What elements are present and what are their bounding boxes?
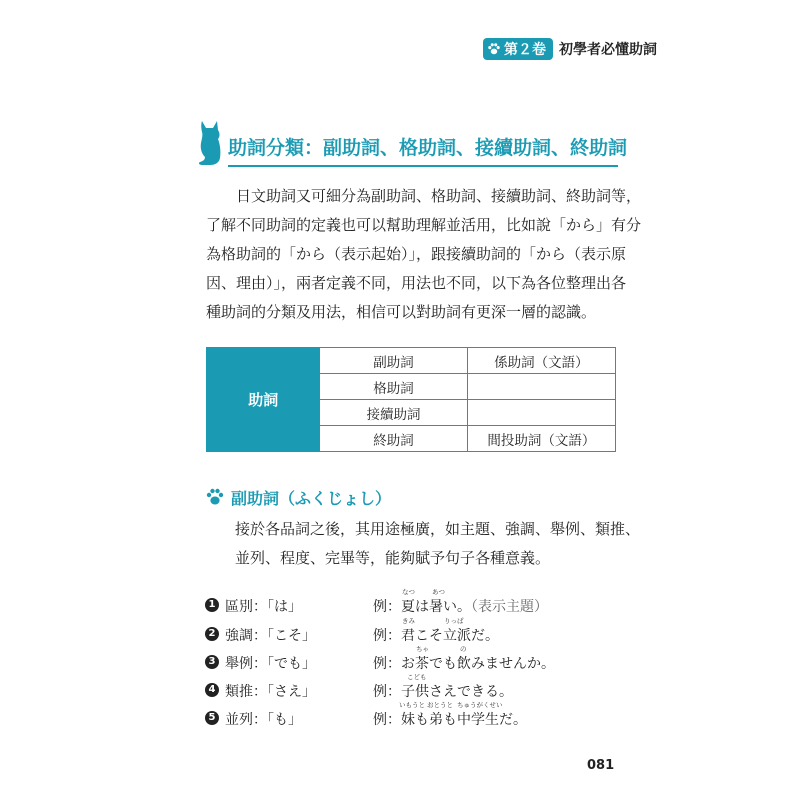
example-number: 3 [205,655,219,669]
table-cell: 格助詞 [320,374,467,400]
ruby-reading: ちゅうがくせい [457,701,503,709]
section-heading [198,117,628,167]
intro-line: 因、理由）」，兩者定義不同，用法也不同，以下為各位整理出各 [206,274,627,292]
example-prefix: 例： [373,712,401,728]
intro-line: 了解不同助詞的定義也可以幫助理解並活用，比如說「から」有分 [206,216,642,234]
table-cell: 終助詞 [320,426,467,452]
example-prefix: 例： [373,684,401,700]
table-cell [467,400,615,426]
subsection-heading [205,486,391,508]
example-prefix: 例： [373,656,401,672]
example-sentence [401,645,555,673]
example-number: 5 [205,711,219,725]
section-title: 助詞分類：副助詞、格助詞、接續助詞、終助詞 [228,137,628,159]
ruby-reading: ちゃ [416,645,429,653]
subsection-line: 並列、程度、完畢等，能夠賦予句子各種意義。 [235,549,551,567]
subsection-line: 接於各品詞之後，其用途極廣，如主題、強調、舉例、類推、 [235,520,641,538]
intro-line: 日文助詞又可細分為副助詞、格助詞、接續助詞、終助詞等， [236,187,642,205]
subsection-title: 副助詞（ふくじょし） [231,488,392,508]
ruby-reading: おとうと [427,701,453,709]
example-label: 類推：「さえ」 [225,684,316,700]
table-header-cell: 助詞 [207,348,320,452]
ruby-reading: きみ [402,617,415,625]
example-label: 舉例：「でも」 [225,656,316,672]
example-sentence-text: 君こそ立派だ。 [401,628,499,644]
example-sentence-text: 妹も弟も中学生だ。 [401,712,527,728]
example-number: 2 [205,627,219,641]
example-prefix: 例： [373,599,401,615]
chapter-badge [483,38,553,60]
example-sentence-text: お茶でも飲みませんか。 [401,656,555,672]
ruby-reading: こども [407,673,427,681]
intro-paragraph [206,182,642,327]
cat-icon [198,117,224,167]
table-cell [467,374,615,400]
example-sentence [401,617,499,645]
example-sentence-text: 夏は暑い。 [401,599,471,615]
ruby-reading: の [460,645,467,653]
chapter-title: 初學者必懂助詞 [559,42,657,58]
intro-line: 為格助詞的「から（表示起始）」，跟接續助詞的「から（表示原 [206,245,627,263]
paw-icon [205,487,225,507]
paw-icon [487,42,501,56]
particle-table [206,347,616,452]
ruby-reading: りっぱ [444,617,464,625]
page-number: 081 [587,758,615,773]
ruby-reading: あつ [432,588,445,596]
chapter-tag [483,38,657,60]
example-label: 區別：「は」 [225,599,302,615]
example-number: 4 [205,683,219,697]
example-sentence [401,673,513,701]
example-prefix: 例： [373,628,401,644]
example-sentence-text: 子供さえできる。 [401,684,513,700]
example-note: （表示主題） [471,599,548,615]
ruby-reading: なつ [402,588,415,596]
table-cell: 係助詞（文語） [467,348,615,374]
ruby-reading: いもうと [399,701,425,709]
section-underline [228,165,618,167]
table-cell: 接續助詞 [320,400,467,426]
subsection-paragraph [235,515,640,573]
chapter-badge-label: 第２卷 [504,42,546,58]
example-sentence [399,701,527,729]
example-label: 並列：「も」 [225,712,302,728]
table-cell: 間投助詞（文語） [467,426,615,452]
table-row [207,348,616,374]
intro-line: 種助詞的分類及用法，相信可以對助詞有更深一層的認識。 [206,303,597,321]
example-label: 強調：「こそ」 [225,628,316,644]
example-sentence [401,588,548,616]
example-number: 1 [205,598,219,612]
table-cell: 副助詞 [320,348,467,374]
